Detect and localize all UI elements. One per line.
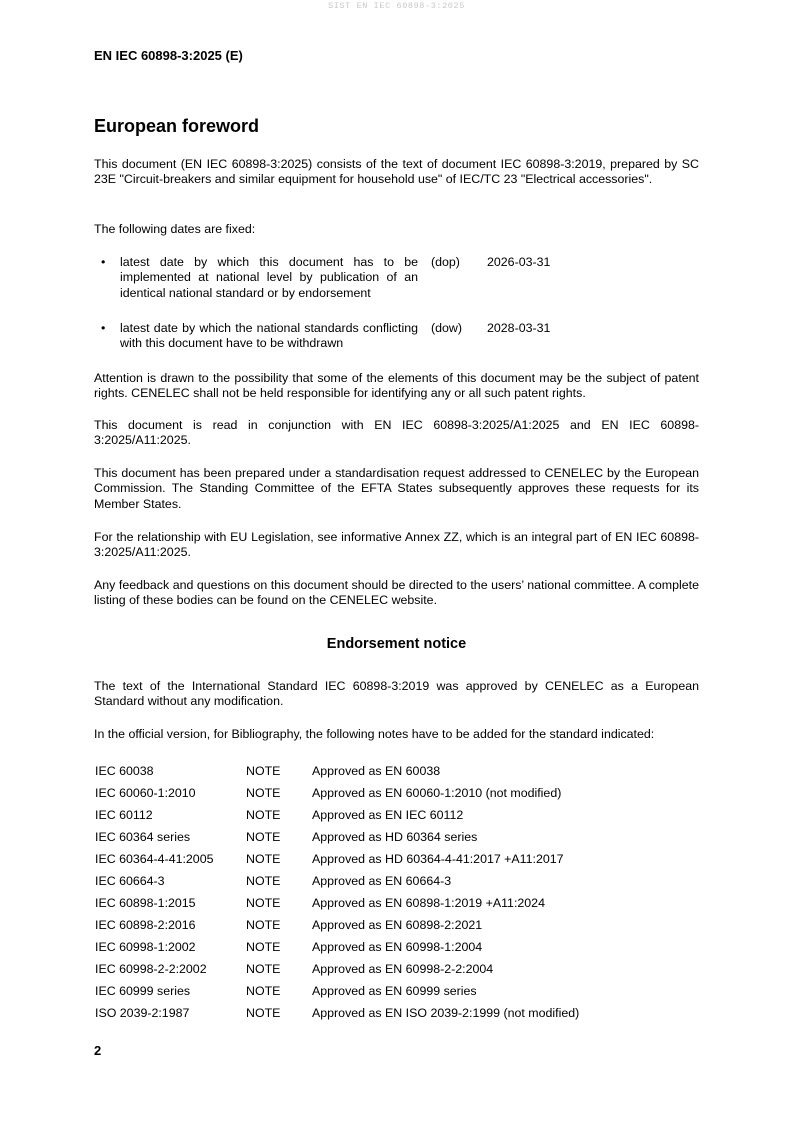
standard-cell: ISO 2039-2:1987 [95, 1006, 190, 1020]
table-row [92, 936, 582, 958]
table-row [92, 914, 582, 936]
bullet-icon: • [101, 255, 106, 269]
page-title: European foreword [94, 116, 260, 136]
note-label-cell: NOTE [246, 962, 281, 976]
date-description: latest date by which this document has to be implemented at national level by publication of an identical national standard or by endorsement [120, 255, 418, 300]
note-label-cell: NOTE [246, 896, 281, 910]
bibliography-notes-table [92, 760, 582, 1024]
standard-cell: IEC 60060-1:2010 [95, 786, 196, 800]
endorsement-heading: Endorsement notice [326, 636, 467, 652]
note-label-cell: NOTE [246, 1006, 281, 1020]
intro-paragraph: This document (EN IEC 60898-3:2025) consists of the text of document IEC 60898-3:2019, prepared by SC 23E "Circuit-breakers and similar equipment for household use" of IEC/TC 23 "Electrical accessories". [94, 157, 699, 187]
note-label-cell: NOTE [246, 918, 281, 932]
standard-cell: IEC 60038 [95, 764, 154, 778]
table-row [92, 804, 582, 826]
date-description: latest date by which the national standards conflicting with this document have to be withdrawn [120, 321, 418, 351]
table-row [92, 870, 582, 892]
note-label-cell: NOTE [246, 984, 281, 998]
note-label-cell: NOTE [246, 764, 281, 778]
note-label-cell: NOTE [246, 786, 281, 800]
patent-paragraph: Attention is drawn to the possibility that some of the elements of this document may be the subject of patent rights. CENELEC shall not be held responsible for identifying any or all such patent rights. [94, 371, 699, 401]
approval-cell: Approved as EN 60999 series [312, 984, 477, 998]
approval-cell: Approved as EN ISO 2039-2:1999 (not modified) [312, 1006, 580, 1020]
date-abbreviation: (dow) [431, 321, 462, 335]
approval-cell: Approved as HD 60364-4-41:2017 +A11:2017 [312, 852, 564, 866]
approval-cell: Approved as EN 60898-2:2021 [312, 918, 483, 932]
table-row [92, 826, 582, 848]
standard-cell: IEC 60999 series [95, 984, 191, 998]
date-abbreviation: (dop) [431, 255, 460, 269]
bibliography-intro: In the official version, for Bibliography, the following notes have to be added for the standard indicated: [94, 727, 655, 741]
standard-cell: IEC 60998-1:2002 [95, 940, 196, 954]
note-label-cell: NOTE [246, 852, 281, 866]
standard-cell: IEC 60664-3 [95, 874, 165, 888]
note-label-cell: NOTE [246, 874, 281, 888]
date-value: 2028-03-31 [487, 321, 551, 335]
standardisation-paragraph: This document has been prepared under a standardisation request addressed to CENELEC by the European Commission. The Standing Committee of the EFTA States subsequently approves these requests for its Member States. [94, 466, 699, 511]
approval-cell: Approved as EN IEC 60112 [312, 808, 464, 822]
table-row [92, 980, 582, 1002]
table-row [92, 892, 582, 914]
note-label-cell: NOTE [246, 808, 281, 822]
page-number: 2 [94, 1043, 102, 1058]
date-value: 2026-03-31 [487, 255, 551, 269]
standard-cell: IEC 60998-2-2:2002 [95, 962, 207, 976]
approval-cell: Approved as EN 60060-1:2010 (not modified) [312, 786, 562, 800]
approval-cell: Approved as EN 60998-1:2004 [312, 940, 483, 954]
approval-cell: Approved as EN 60664-3 [312, 874, 452, 888]
table-row [92, 848, 582, 870]
approval-cell: Approved as EN 60998-2-2:2004 [312, 962, 494, 976]
table-row [92, 1002, 582, 1024]
standard-cell: IEC 60898-2:2016 [95, 918, 196, 932]
approval-cell: Approved as EN 60038 [312, 764, 441, 778]
standard-cell: IEC 60364 series [95, 830, 191, 844]
dates-intro: The following dates are fixed: [94, 222, 256, 236]
note-label-cell: NOTE [246, 940, 281, 954]
watermark: SIST EN IEC 60898-3:2025 [328, 1, 465, 11]
standard-cell: IEC 60112 [95, 808, 153, 822]
table-row [92, 782, 582, 804]
bullet-icon: • [101, 321, 106, 335]
legislation-paragraph: For the relationship with EU Legislation, see informative Annex ZZ, which is an integral part of EN IEC 60898-3:2025/A11:2025. [94, 530, 699, 560]
table-row [92, 958, 582, 980]
note-label-cell: NOTE [246, 830, 281, 844]
endorsement-text: The text of the International Standard IEC 60898-3:2019 was approved by CENELEC as a European Standard without any modification. [94, 679, 699, 709]
table-row [92, 760, 582, 782]
feedback-paragraph: Any feedback and questions on this document should be directed to the users’ national committee. A complete listing of these bodies can be found on the CENELEC website. [94, 578, 699, 608]
approval-cell: Approved as HD 60364 series [312, 830, 478, 844]
conjunction-paragraph: This document is read in conjunction with EN IEC 60898-3:2025/A1:2025 and EN IEC 60898-3:2025/A11:2025. [94, 418, 699, 448]
standard-cell: IEC 60898-1:2015 [95, 896, 196, 910]
standard-cell: IEC 60364-4-41:2005 [95, 852, 214, 866]
document-id: EN IEC 60898-3:2025 (E) [94, 48, 243, 63]
approval-cell: Approved as EN 60898-1:2019 +A11:2024 [312, 896, 545, 910]
